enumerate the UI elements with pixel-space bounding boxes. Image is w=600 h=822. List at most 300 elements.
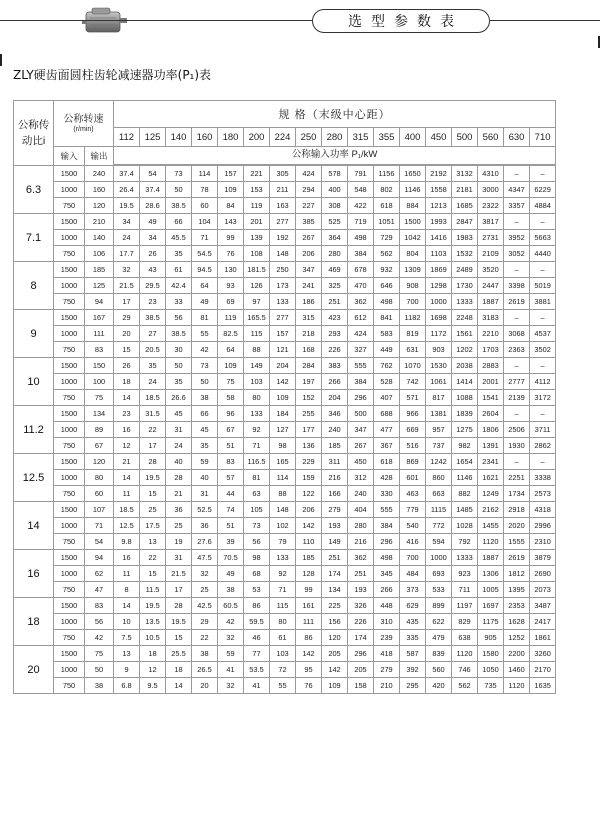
- power-value-cell: 1500: [400, 214, 426, 230]
- power-value-cell: 2604: [478, 406, 504, 422]
- power-value-cell: 165.5: [244, 310, 270, 326]
- power-value-cell: 63: [244, 486, 270, 502]
- speed-header: [54, 101, 114, 147]
- table-row: [14, 310, 556, 326]
- power-value-cell: 3711: [530, 422, 556, 438]
- power-value-cell: 571: [400, 390, 426, 406]
- power-value-cell: 1202: [452, 342, 478, 358]
- power-value-cell: 1115: [426, 502, 452, 518]
- power-value-cell: 792: [452, 534, 478, 550]
- power-value-cell: 548: [348, 182, 374, 198]
- table-row: [14, 198, 556, 214]
- power-value-cell: 38.5: [140, 310, 166, 326]
- power-value-cell: 205: [322, 646, 348, 662]
- power-value-cell: 58: [218, 390, 244, 406]
- power-value-cell: 384: [348, 246, 374, 262]
- power-value-cell: 1120: [452, 646, 478, 662]
- power-value-cell: 1061: [426, 374, 452, 390]
- power-value-cell: 330: [374, 486, 400, 502]
- power-value-cell: 555: [348, 358, 374, 374]
- power-value-cell: 50: [192, 374, 218, 390]
- power-value-cell: 45: [166, 406, 192, 422]
- power-value-cell: 1703: [478, 342, 504, 358]
- power-value-cell: 4440: [530, 246, 556, 262]
- power-value-cell: 103: [270, 646, 296, 662]
- power-value-cell: 240: [322, 422, 348, 438]
- power-value-cell: 56: [166, 310, 192, 326]
- power-value-cell: 277: [270, 214, 296, 230]
- power-value-cell: 133: [244, 406, 270, 422]
- table-row: [14, 438, 556, 454]
- table-row: [14, 502, 556, 518]
- input-speed-cell: 1000: [54, 566, 85, 582]
- power-value-cell: 1333: [452, 550, 478, 566]
- power-value-cell: 120: [322, 630, 348, 646]
- power-value-cell: 2417: [530, 614, 556, 630]
- power-value-cell: 1697: [478, 598, 504, 614]
- power-value-cell: 735: [478, 678, 504, 694]
- power-value-cell: 174: [322, 566, 348, 582]
- power-value-cell: 1485: [452, 502, 478, 518]
- power-value-cell: 26.6: [166, 390, 192, 406]
- power-value-cell: 400: [322, 182, 348, 198]
- power-value-cell: 869: [400, 454, 426, 470]
- power-value-cell: 1146: [400, 182, 426, 198]
- power-value-cell: 2170: [530, 662, 556, 678]
- power-value-cell: 32: [218, 630, 244, 646]
- power-value-cell: 1172: [426, 326, 452, 342]
- power-value-cell: 95: [296, 662, 322, 678]
- power-value-cell: 142: [296, 646, 322, 662]
- table-row: [14, 422, 556, 438]
- power-value-cell: 165: [270, 454, 296, 470]
- power-value-cell: 3183: [478, 310, 504, 326]
- power-value-cell: 804: [400, 246, 426, 262]
- power-value-cell: 2619: [504, 294, 530, 310]
- power-value-cell: 177: [296, 422, 322, 438]
- ratio-cell: 8: [14, 262, 54, 310]
- power-value-cell: 16: [114, 550, 140, 566]
- power-value-cell: 18: [166, 662, 192, 678]
- input-speed-cell: 1000: [54, 374, 85, 390]
- power-value-cell: 39: [218, 534, 244, 550]
- input-speed-cell: 750: [54, 630, 85, 646]
- power-value-cell: 25: [140, 502, 166, 518]
- gearbox-logo: [82, 6, 128, 36]
- power-value-cell: 669: [400, 422, 426, 438]
- power-value-cell: 73: [244, 518, 270, 534]
- ratio-header: 公称传动比i: [14, 101, 54, 166]
- power-value-cell: 29: [114, 310, 140, 326]
- power-value-cell: 104: [192, 214, 218, 230]
- power-value-cell: 20: [192, 678, 218, 694]
- input-speed-cell: 750: [54, 342, 85, 358]
- power-value-cell: 206: [296, 246, 322, 262]
- table-row: [14, 262, 556, 278]
- power-value-cell: 201: [244, 214, 270, 230]
- power-value-cell: 2073: [530, 582, 556, 598]
- power-value-cell: 41: [244, 678, 270, 694]
- power-value-cell: 420: [426, 678, 452, 694]
- power-value-cell: 719: [348, 214, 374, 230]
- power-value-cell: 1416: [426, 230, 452, 246]
- power-value-cell: 3172: [530, 390, 556, 406]
- output-speed-cell: 42: [85, 630, 114, 646]
- power-value-cell: 1930: [504, 438, 530, 454]
- power-value-cell: 92: [244, 422, 270, 438]
- power-value-cell: 133: [270, 550, 296, 566]
- output-speed-header: 输出: [85, 147, 114, 166]
- table-row: [14, 518, 556, 534]
- power-value-cell: 109: [322, 678, 348, 694]
- power-value-cell: 594: [426, 534, 452, 550]
- header-rule: [0, 20, 600, 21]
- power-value-cell: 15: [140, 486, 166, 502]
- power-value-cell: 54: [140, 166, 166, 182]
- power-value-cell: 14: [114, 390, 140, 406]
- ratio-cell: 18: [14, 598, 54, 646]
- output-speed-cell: 106: [85, 246, 114, 262]
- power-value-cell: 34: [114, 214, 140, 230]
- power-value-cell: 966: [400, 406, 426, 422]
- output-speed-cell: 140: [85, 230, 114, 246]
- power-value-cell: 24: [140, 374, 166, 390]
- power-value-cell: 2109: [478, 246, 504, 262]
- power-value-cell: 14: [166, 678, 192, 694]
- power-value-cell: 81: [192, 310, 218, 326]
- power-value-cell: 13.5: [140, 614, 166, 630]
- power-value-cell: 142: [322, 662, 348, 678]
- power-value-cell: 346: [322, 406, 348, 422]
- input-speed-cell: 1500: [54, 262, 85, 278]
- power-value-cell: 982: [452, 438, 478, 454]
- power-value-cell: 78: [192, 182, 218, 198]
- size-header-cell: 224: [270, 128, 296, 147]
- size-header-cell: 400: [400, 128, 426, 147]
- input-speed-cell: 750: [54, 438, 85, 454]
- power-value-cell: 1654: [452, 454, 478, 470]
- table-row: [14, 470, 556, 486]
- power-value-cell: 43: [140, 262, 166, 278]
- power-value-cell: 184: [270, 406, 296, 422]
- table-row: [14, 390, 556, 406]
- power-value-cell: 1887: [478, 294, 504, 310]
- power-value-cell: –: [504, 454, 530, 470]
- power-value-cell: 47.5: [192, 550, 218, 566]
- power-value-cell: 159: [296, 470, 322, 486]
- power-value-cell: 98: [270, 438, 296, 454]
- power-value-cell: 250: [270, 262, 296, 278]
- table-row: [14, 486, 556, 502]
- power-value-cell: 38: [218, 582, 244, 598]
- power-value-cell: 2310: [530, 534, 556, 550]
- power-value-cell: 1197: [452, 598, 478, 614]
- power-value-cell: 587: [400, 646, 426, 662]
- power-value-cell: 779: [400, 502, 426, 518]
- power-value-cell: 218: [296, 326, 322, 342]
- power-value-cell: 229: [296, 454, 322, 470]
- power-value-cell: 6.8: [114, 678, 140, 694]
- power-value-cell: 325: [322, 278, 348, 294]
- power-value-cell: 119: [244, 198, 270, 214]
- power-value-cell: 24: [114, 230, 140, 246]
- power-value-cell: 528: [374, 374, 400, 390]
- power-value-cell: 204: [270, 358, 296, 374]
- power-value-cell: 1395: [504, 582, 530, 598]
- power-value-cell: 35: [166, 246, 192, 262]
- size-header-cell: 710: [530, 128, 556, 147]
- table-row: [14, 358, 556, 374]
- power-value-cell: 45.5: [166, 230, 192, 246]
- power-value-cell: 50: [166, 358, 192, 374]
- power-value-cell: 463: [400, 486, 426, 502]
- power-value-cell: 1541: [478, 390, 504, 406]
- power-header: 公称输入功率 P₁/kW: [114, 147, 556, 165]
- power-value-cell: 335: [400, 630, 426, 646]
- input-speed-cell: 1500: [54, 358, 85, 374]
- power-value-cell: 28: [166, 470, 192, 486]
- power-value-cell: 109: [218, 182, 244, 198]
- power-value-cell: 13: [114, 646, 140, 662]
- output-speed-cell: 83: [85, 342, 114, 358]
- input-speed-cell: 1000: [54, 662, 85, 678]
- power-value-cell: 21: [166, 486, 192, 502]
- power-value-cell: 829: [452, 614, 478, 630]
- power-value-cell: 181.5: [244, 262, 270, 278]
- power-value-cell: 279: [322, 502, 348, 518]
- power-value-cell: 37.4: [114, 166, 140, 182]
- input-speed-cell: 1000: [54, 470, 85, 486]
- output-speed-cell: 167: [85, 310, 114, 326]
- power-value-cell: 251: [322, 294, 348, 310]
- power-value-cell: 7.5: [114, 630, 140, 646]
- power-value-cell: 385: [296, 214, 322, 230]
- power-value-cell: 601: [400, 470, 426, 486]
- power-value-cell: 296: [348, 390, 374, 406]
- output-speed-cell: 100: [85, 374, 114, 390]
- ratio-cell: 6.3: [14, 166, 54, 214]
- power-value-cell: 700: [400, 294, 426, 310]
- table-row: [14, 566, 556, 582]
- power-value-cell: 1333: [452, 294, 478, 310]
- power-value-cell: 498: [348, 230, 374, 246]
- margin-mark-left: [0, 54, 2, 66]
- power-value-cell: 1213: [426, 198, 452, 214]
- power-value-cell: 166: [322, 486, 348, 502]
- input-speed-cell: 750: [54, 246, 85, 262]
- power-value-cell: 21.5: [114, 278, 140, 294]
- power-value-cell: 56: [244, 534, 270, 550]
- power-value-cell: 80: [244, 390, 270, 406]
- power-value-cell: 99: [296, 582, 322, 598]
- power-value-cell: 2200: [504, 646, 530, 662]
- table-row: [14, 406, 556, 422]
- power-value-cell: 36: [166, 502, 192, 518]
- power-value-cell: –: [504, 214, 530, 230]
- power-value-cell: 40: [166, 454, 192, 470]
- table-row: [14, 646, 556, 662]
- power-value-cell: 1730: [452, 278, 478, 294]
- power-value-cell: 73: [166, 166, 192, 182]
- input-speed-cell: 1500: [54, 406, 85, 422]
- power-value-cell: 40: [192, 470, 218, 486]
- power-value-cell: 3881: [530, 294, 556, 310]
- power-value-cell: 1249: [478, 486, 504, 502]
- power-value-cell: 255: [296, 406, 322, 422]
- power-value-cell: 251: [348, 566, 374, 582]
- power-value-cell: 136: [296, 438, 322, 454]
- power-value-cell: 267: [296, 230, 322, 246]
- power-value-cell: 1460: [504, 662, 530, 678]
- power-value-cell: 882: [452, 486, 478, 502]
- size-header-cell: 450: [426, 128, 452, 147]
- power-value-cell: –: [530, 166, 556, 182]
- power-value-cell: 392: [400, 662, 426, 678]
- table-row: [14, 342, 556, 358]
- output-speed-cell: 125: [85, 278, 114, 294]
- power-value-cell: 71: [270, 582, 296, 598]
- power-value-cell: 1120: [504, 678, 530, 694]
- size-header-cell: 250: [296, 128, 322, 147]
- input-speed-cell: 1500: [54, 502, 85, 518]
- input-speed-cell: 1500: [54, 550, 85, 566]
- power-value-cell: 2192: [426, 166, 452, 182]
- input-speed-cell: 1500: [54, 310, 85, 326]
- power-value-cell: –: [530, 214, 556, 230]
- power-value-cell: 1530: [426, 358, 452, 374]
- power-value-cell: 139: [244, 230, 270, 246]
- output-speed-cell: 94: [85, 550, 114, 566]
- power-value-cell: 28: [166, 598, 192, 614]
- input-speed-cell: 750: [54, 198, 85, 214]
- output-speed-cell: 71: [85, 518, 114, 534]
- output-speed-cell: 67: [85, 438, 114, 454]
- power-value-cell: 193: [348, 582, 374, 598]
- power-value-cell: 2341: [478, 454, 504, 470]
- power-value-cell: 3052: [504, 246, 530, 262]
- power-value-cell: 583: [374, 326, 400, 342]
- power-value-cell: 204: [322, 390, 348, 406]
- power-value-cell: 1042: [400, 230, 426, 246]
- table-row: [14, 230, 556, 246]
- power-value-cell: 19.5: [140, 470, 166, 486]
- power-value-cell: 92: [270, 566, 296, 582]
- power-value-cell: 75: [218, 374, 244, 390]
- power-value-cell: 560: [426, 662, 452, 678]
- table-row: [14, 662, 556, 678]
- power-value-cell: 1391: [478, 438, 504, 454]
- power-value-cell: 25: [166, 518, 192, 534]
- ratio-cell: 12.5: [14, 454, 54, 502]
- power-value-cell: 25: [192, 582, 218, 598]
- power-value-cell: 54.5: [192, 246, 218, 262]
- power-value-cell: 31.5: [140, 406, 166, 422]
- power-value-cell: 13: [140, 534, 166, 550]
- power-value-cell: 174: [348, 630, 374, 646]
- power-value-cell: 1252: [504, 630, 530, 646]
- power-value-cell: 4112: [530, 374, 556, 390]
- power-value-cell: 119: [218, 310, 244, 326]
- power-value-cell: 185: [296, 550, 322, 566]
- power-value-cell: 52.5: [192, 502, 218, 518]
- power-value-cell: 484: [400, 566, 426, 582]
- power-value-cell: 742: [400, 374, 426, 390]
- power-value-cell: 98: [244, 550, 270, 566]
- power-value-cell: 114: [270, 470, 296, 486]
- power-value-cell: 1532: [452, 246, 478, 262]
- ratio-cell: 9: [14, 310, 54, 358]
- ratio-cell: 20: [14, 646, 54, 694]
- power-value-cell: 428: [374, 470, 400, 486]
- power-value-cell: 84: [218, 198, 244, 214]
- power-value-cell: 42.4: [166, 278, 192, 294]
- power-value-cell: 22: [140, 550, 166, 566]
- power-value-cell: 2251: [504, 470, 530, 486]
- power-value-cell: 19.5: [166, 614, 192, 630]
- power-value-cell: 700: [400, 550, 426, 566]
- power-value-cell: 240: [348, 486, 374, 502]
- output-speed-cell: 83: [85, 598, 114, 614]
- power-value-cell: 2363: [504, 342, 530, 358]
- power-value-cell: 477: [374, 422, 400, 438]
- input-speed-cell: 1000: [54, 278, 85, 294]
- power-value-cell: 17: [166, 582, 192, 598]
- power-value-cell: 312: [348, 470, 374, 486]
- power-value-cell: 423: [322, 310, 348, 326]
- power-value-cell: 68: [244, 566, 270, 582]
- output-speed-cell: 47: [85, 582, 114, 598]
- power-value-cell: 2162: [478, 502, 504, 518]
- output-speed-cell: 75: [85, 646, 114, 662]
- power-value-cell: 22: [140, 422, 166, 438]
- power-value-cell: 4537: [530, 326, 556, 342]
- power-value-cell: 2918: [504, 502, 530, 518]
- size-header-cell: 200: [244, 128, 270, 147]
- power-value-cell: 3068: [504, 326, 530, 342]
- power-value-cell: 127: [270, 422, 296, 438]
- input-speed-cell: 1500: [54, 166, 85, 182]
- power-value-cell: 2996: [530, 518, 556, 534]
- power-value-cell: 2777: [504, 374, 530, 390]
- power-value-cell: 1120: [478, 534, 504, 550]
- power-value-cell: 280: [322, 246, 348, 262]
- power-value-cell: 3357: [504, 198, 530, 214]
- power-value-cell: 923: [452, 566, 478, 582]
- power-value-cell: 646: [374, 278, 400, 294]
- power-value-cell: 762: [374, 358, 400, 374]
- power-value-cell: 153: [244, 182, 270, 198]
- power-value-cell: 384: [348, 374, 374, 390]
- document-title: ZLY硬齿面圆柱齿轮减速器功率(P₁)表: [13, 68, 212, 82]
- power-value-cell: 2181: [452, 182, 478, 198]
- power-value-cell: 267: [348, 438, 374, 454]
- power-value-cell: 38.5: [166, 198, 192, 214]
- power-value-cell: 1580: [478, 646, 504, 662]
- power-value-cell: –: [530, 454, 556, 470]
- table-row: [14, 454, 556, 470]
- table-row: [14, 374, 556, 390]
- output-speed-cell: 134: [85, 406, 114, 422]
- power-value-cell: 51: [218, 438, 244, 454]
- power-value-cell: 61: [270, 630, 296, 646]
- power-value-cell: 206: [296, 502, 322, 518]
- power-value-cell: 618: [374, 454, 400, 470]
- power-value-cell: 384: [374, 518, 400, 534]
- power-value-cell: 373: [400, 582, 426, 598]
- power-value-cell: 81: [244, 470, 270, 486]
- power-value-cell: 59: [192, 454, 218, 470]
- power-value-cell: 729: [374, 230, 400, 246]
